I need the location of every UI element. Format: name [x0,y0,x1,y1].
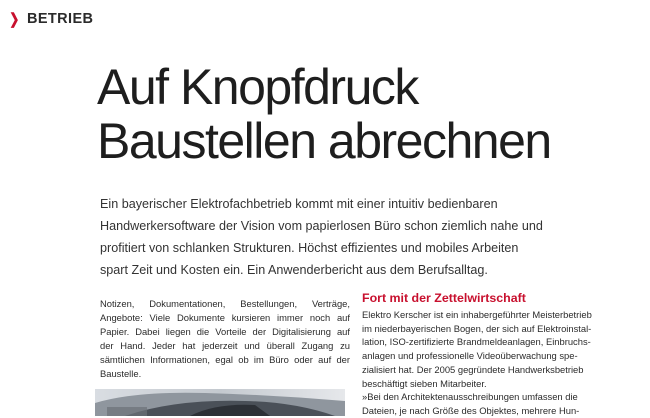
lead-line: Handwerkersoftware der Vision vom papierlosen Büro schon ziemlich nahe und [100,219,543,233]
body-line: Dateien, je nach Größe des Objektes, mehrere Hun- [362,404,580,416]
chevron-right-icon: ❯ [9,11,20,28]
body-line: beschäftigt sieben Mitarbeiter. [362,377,487,389]
headline-line-1: Auf Knopfdruck [97,59,418,115]
body-line: Papier. Dabei liegen die Vorteile der Digitalisierung auf [100,326,350,337]
lead-line: spart Zeit und Kosten ein. Ein Anwenderbericht aus dem Berufsalltag. [100,263,488,277]
lead-line: Ein bayerischer Elektrofachbetrieb kommt mit einer intuitiv bedienbaren [100,197,498,211]
body-line: sämtlichen Informationen, egal ob im Büro oder auf der [100,354,350,365]
headline-line-2: Baustellen abrechnen [97,113,551,169]
body-line: Notizen, Dokumentationen, Bestellungen, Verträge, [100,298,350,309]
body-line: Elektro Kerscher ist ein inhabergeführter Meisterbetrieb [362,309,592,320]
car-photo-graphic [95,389,345,416]
body-column-left [100,297,350,381]
body-line: lation, ISO-zertifizierte Brandmeldeanlagen, Einbruchs- [362,336,591,348]
article-headline [97,60,551,168]
section-label: BETRIEB [26,11,94,27]
subheading: Fort mit der Zettelwirtschaft [362,291,526,305]
body-line: zialisiert hat. Der 2005 gegründete Handwerksbetrieb [362,363,584,375]
body-paragraph [362,308,612,418]
body-line: Baustelle. [100,368,142,379]
body-line: »Bei den Architektenausschreibungen umfassen die [362,391,578,403]
lead-paragraph [100,193,560,281]
body-line: Angebote: Viele Dokumente kursieren immer noch auf [100,312,350,323]
body-column-right [362,290,612,418]
lead-line: profitiert von schlanken Strukturen. Höchst effizientes und mobiles Arbeiten [100,241,519,255]
body-line: anlagen und professionelle Videoüberwachung spe- [362,350,578,362]
body-line: der Hand. Jeder hat jederzeit und überall Zugang zu [100,340,350,351]
article-photo [95,389,345,416]
body-line: im niederbayerischen Bogen, der sich auf Elektroinstal- [362,322,592,334]
section-tag [8,10,93,28]
